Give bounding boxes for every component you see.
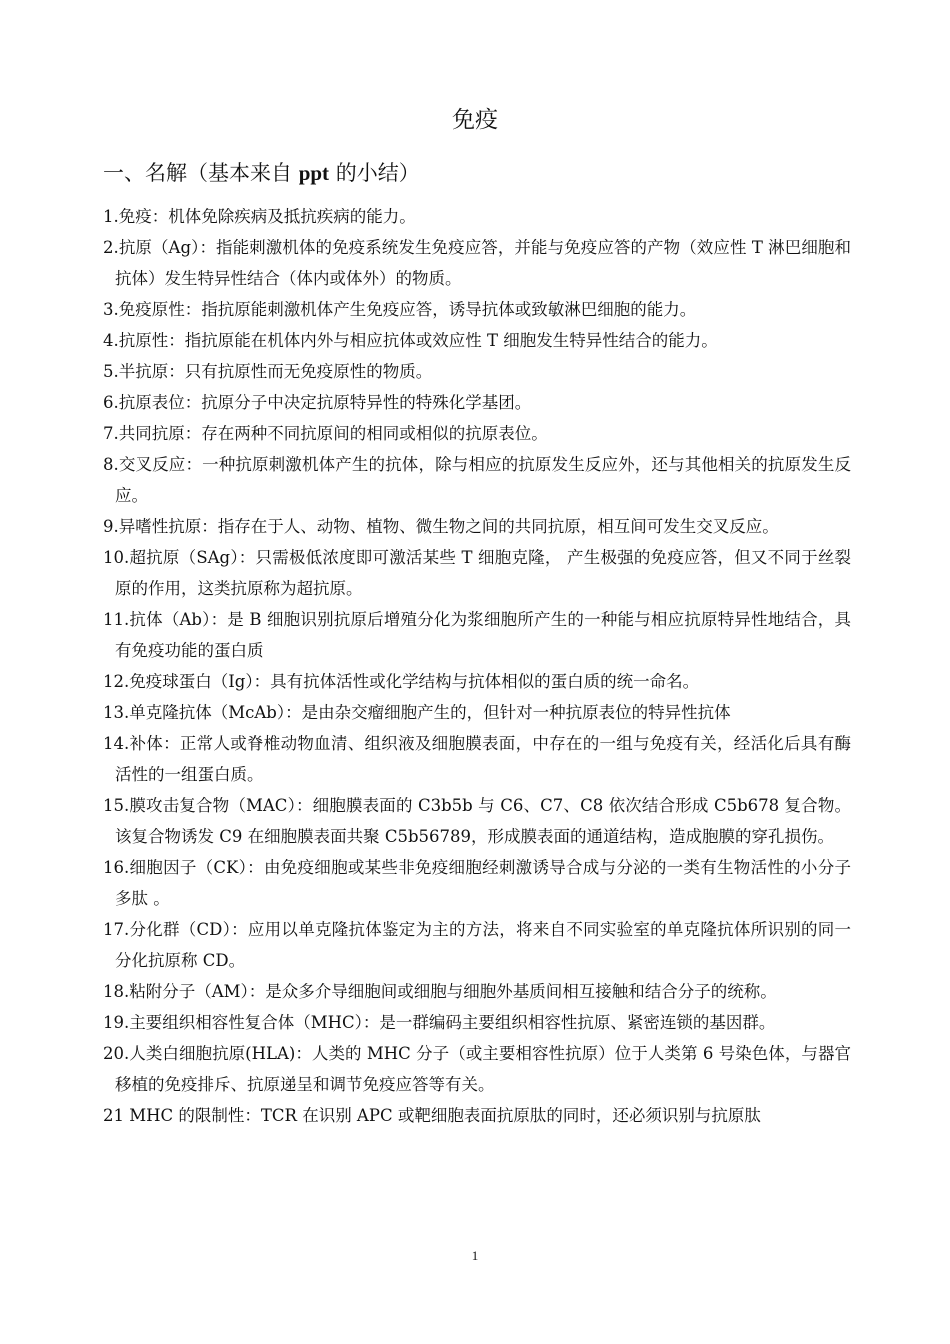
definition-entry: 16.细胞因子（CK）：由免疫细胞或某些非免疫细胞经刺激诱导合成与分泌的一类有生物活性的小分子多肽 。 (103, 858, 851, 908)
definition-entry: 19.主要组织相容性复合体（MHC）：是一群编码主要组织相容性抗原、紧密连锁的基因群。 (103, 1013, 776, 1032)
definition-entry: 5.半抗原：只有抗原性而无免疫原性的物质。 (103, 362, 433, 381)
definition-entry: 1.免疫：机体免除疾病及抵抗疾病的能力。 (103, 207, 416, 226)
definition-entry: 13.单克隆抗体（McAb）：是由杂交瘤细胞产生的，但针对一种抗原表位的特异性抗体 (103, 703, 731, 722)
definition-entry: 21 MHC 的限制性：TCR 在识别 APC 或靶细胞表面抗原肽的同时，还必须识别与抗原肽 (103, 1106, 761, 1125)
definition-entry: 18.粘附分子（AM）：是众多介导细胞间或细胞与细胞外基质间相互接触和结合分子的统称。 (103, 982, 777, 1001)
definition-entry: 2.抗原（Ag）：指能刺激机体的免疫系统发生免疫应答，并能与免疫应答的产物（效应性 T 淋巴细胞和抗体）发生特异性结合（体内或体外）的物质。 (103, 238, 851, 288)
definition-entry: 3.免疫原性：指抗原能刺激机体产生免疫应答，诱导抗体或致敏淋巴细胞的能力。 (103, 300, 697, 319)
definition-entry: 15.膜攻击复合物（MAC）：细胞膜表面的 C3b5b 与 C6、C7、C8 依次结合形成 C5b678 复合物。该复合物诱发 C9 在细胞膜表面共聚 C5b56789，形成膜表面的通道结构，造成胞膜的穿孔损伤。 (103, 796, 851, 846)
section-heading (103, 158, 420, 188)
page-number: 1 (471, 1248, 479, 1263)
definition-entry: 6.抗原表位：抗原分子中决定抗原特异性的特殊化学基团。 (103, 393, 532, 412)
definition-entry: 17.分化群（CD）：应用以单克隆抗体鉴定为主的方法，将来自不同实验室的单克隆抗体所识别的同一分化抗原称 CD。 (103, 920, 851, 970)
definition-entry: 20.人类白细胞抗原(HLA)：人类的 MHC 分子（或主要相容性抗原）位于人类第 6 号染色体，与器官移植的免疫排斥、抗原递呈和调节免疫应答等有关。 (103, 1044, 851, 1094)
section-heading-suffix: 的小结） (329, 161, 420, 185)
section-heading-prefix: 一、名解（基本来自 (103, 161, 299, 185)
definition-entry: 9.异嗜性抗原：指存在于人、动物、植物、微生物之间的共同抗原，相互间可发生交叉反应。 (103, 517, 779, 536)
definition-list (103, 201, 851, 1131)
definition-entry: 11.抗体（Ab）：是 B 细胞识别抗原后增殖分化为浆细胞所产生的一种能与相应抗原特异性地结合，具有免疫功能的蛋白质 (103, 610, 851, 660)
definition-entry: 14.补体：正常人或脊椎动物血清、组织液及细胞膜表面，中存在的一组与免疫有关，经活化后具有酶活性的一组蛋白质。 (103, 734, 851, 784)
definition-entry: 10.超抗原（SAg）：只需极低浓度即可激活某些 T 细胞克隆， 产生极强的免疫应答，但又不同于丝裂原的作用，这类抗原称为超抗原。 (103, 548, 851, 598)
document-title: 免疫 (452, 107, 498, 133)
definition-entry: 12.免疫球蛋白（Ig）：具有抗体活性或化学结构与抗体相似的蛋白质的统一命名。 (103, 672, 700, 691)
definition-entry: 8.交叉反应：一种抗原刺激机体产生的抗体，除与相应的抗原发生反应外，还与其他相关的抗原发生反应。 (103, 455, 851, 505)
definition-entry: 7.共同抗原：存在两种不同抗原间的相同或相似的抗原表位。 (103, 424, 548, 443)
section-heading-bold: ppt (298, 161, 330, 185)
definition-entry: 4.抗原性：指抗原能在机体内外与相应抗体或效应性 T 细胞发生特异性结合的能力。 (103, 331, 718, 350)
